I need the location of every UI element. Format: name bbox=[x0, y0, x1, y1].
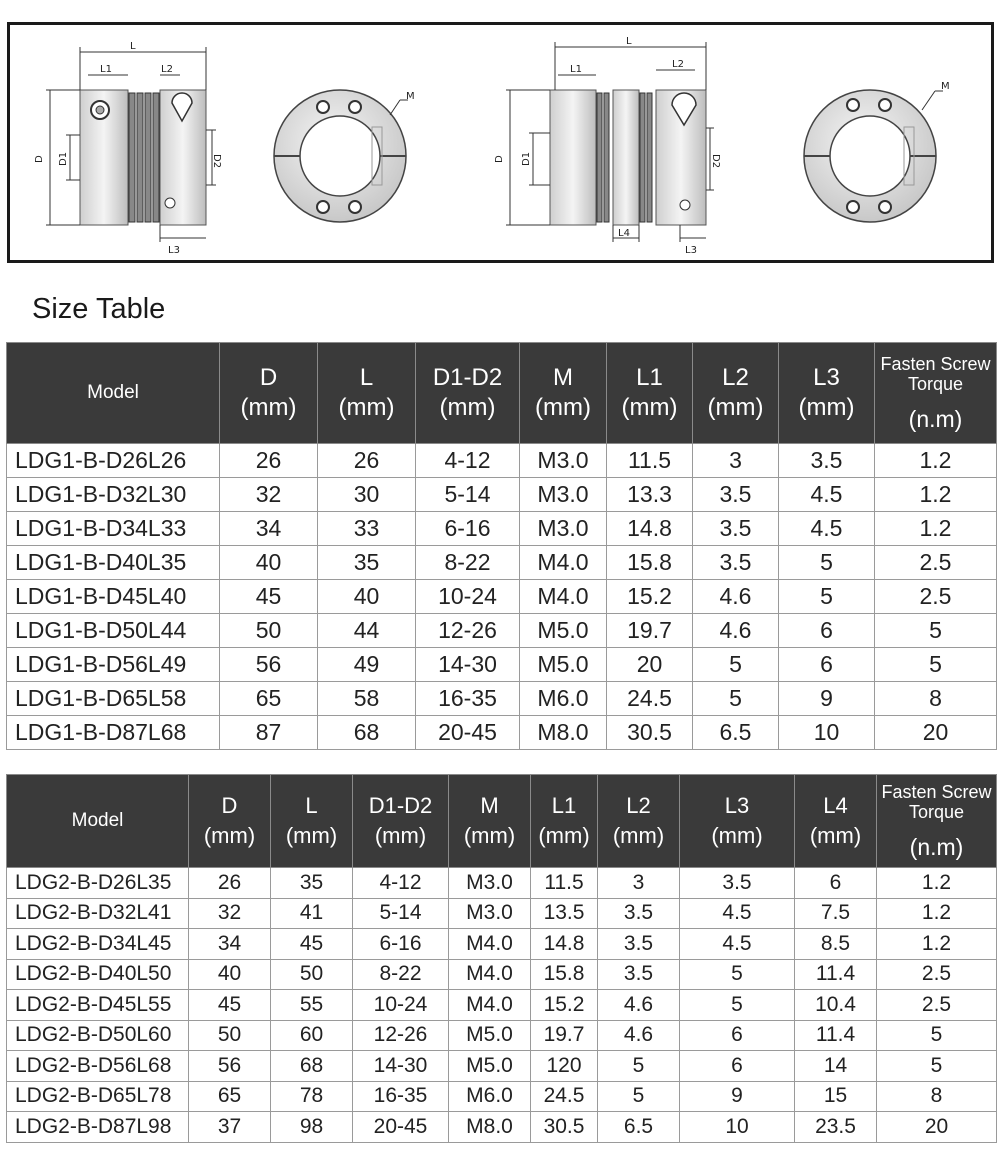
dim-label-L2-2: L2 bbox=[672, 59, 684, 70]
table-cell: 14.8 bbox=[607, 512, 693, 546]
table-row bbox=[7, 1051, 997, 1082]
size-table-title: Size Table bbox=[32, 293, 166, 325]
table-cell: 1.2 bbox=[877, 929, 997, 960]
table-cell: 98 bbox=[271, 1112, 353, 1143]
table-cell: 3.5 bbox=[598, 929, 680, 960]
table-cell: 3.5 bbox=[680, 868, 795, 899]
table-cell: 20 bbox=[875, 716, 997, 750]
cell-model: LDG2-B-D34L45 bbox=[7, 929, 189, 960]
table-row bbox=[7, 614, 997, 648]
table-cell: 4.5 bbox=[779, 478, 875, 512]
header-col: L4 (mm) bbox=[795, 775, 877, 868]
header-col: L3 (mm) bbox=[680, 775, 795, 868]
table-cell: 5 bbox=[693, 682, 779, 716]
table-cell: 45 bbox=[189, 990, 271, 1021]
table-cell: 2.5 bbox=[875, 580, 997, 614]
table-cell: 68 bbox=[271, 1051, 353, 1082]
table-cell: 20 bbox=[877, 1112, 997, 1143]
table-row bbox=[7, 716, 997, 750]
table-cell: M8.0 bbox=[449, 1112, 531, 1143]
table-cell: 5 bbox=[779, 546, 875, 580]
table-cell: 58 bbox=[318, 682, 416, 716]
table-cell: 5 bbox=[598, 1051, 680, 1082]
table-cell: M3.0 bbox=[449, 898, 531, 929]
dim-label-L: L bbox=[130, 41, 136, 52]
table-cell: 13.3 bbox=[607, 478, 693, 512]
dim-label-L1-2: L1 bbox=[570, 64, 582, 75]
table-cell: 15.2 bbox=[531, 990, 598, 1021]
cell-model: LDG2-B-D56L68 bbox=[7, 1051, 189, 1082]
table-row bbox=[7, 512, 997, 546]
table-cell: M6.0 bbox=[449, 1081, 531, 1112]
table-cell: 5 bbox=[779, 580, 875, 614]
dim-label-M-2: M bbox=[941, 81, 950, 92]
table-cell: 14.8 bbox=[531, 929, 598, 960]
table-row bbox=[7, 929, 997, 960]
table-cell: 33 bbox=[318, 512, 416, 546]
cell-model: LDG1-B-D45L40 bbox=[7, 580, 220, 614]
cell-model: LDG1-B-D32L30 bbox=[7, 478, 220, 512]
table-cell: M5.0 bbox=[520, 614, 607, 648]
table-row bbox=[7, 868, 997, 899]
table-cell: 12-26 bbox=[353, 1020, 449, 1051]
table-cell: 34 bbox=[189, 929, 271, 960]
cell-model: LDG2-B-D32L41 bbox=[7, 898, 189, 929]
table-cell: 56 bbox=[189, 1051, 271, 1082]
dim-label-L3-2: L3 bbox=[685, 245, 697, 256]
table-row bbox=[7, 1081, 997, 1112]
table-cell: 1.2 bbox=[877, 868, 997, 899]
header-col: L (mm) bbox=[271, 775, 353, 868]
header-col: D1-D2 (mm) bbox=[416, 343, 520, 444]
dim-label-L4: L4 bbox=[618, 228, 630, 239]
table-row bbox=[7, 546, 997, 580]
table-cell: 5 bbox=[875, 648, 997, 682]
technical-drawing bbox=[7, 22, 994, 263]
table-cell: M5.0 bbox=[520, 648, 607, 682]
table-cell: 9 bbox=[779, 682, 875, 716]
table-cell: 50 bbox=[271, 959, 353, 990]
table-row bbox=[7, 478, 997, 512]
table-cell: 8 bbox=[877, 1081, 997, 1112]
dim-label-D1-2: D1 bbox=[521, 151, 532, 166]
table-cell: 6 bbox=[680, 1020, 795, 1051]
table-cell: M4.0 bbox=[520, 546, 607, 580]
table-row bbox=[7, 990, 997, 1021]
table-cell: 1.2 bbox=[875, 444, 997, 478]
table-cell: 6-16 bbox=[353, 929, 449, 960]
header-model: Model bbox=[7, 343, 220, 444]
dim-label-L3: L3 bbox=[168, 245, 180, 256]
table-cell: 3.5 bbox=[693, 478, 779, 512]
table-cell: 5 bbox=[693, 648, 779, 682]
table-cell: 3 bbox=[598, 868, 680, 899]
size-table-ldg1 bbox=[6, 342, 997, 750]
table-cell: 11.4 bbox=[795, 959, 877, 990]
table-cell: 35 bbox=[318, 546, 416, 580]
cell-model: LDG2-B-D87L98 bbox=[7, 1112, 189, 1143]
table-cell: 120 bbox=[531, 1051, 598, 1082]
table-cell: 3.5 bbox=[598, 898, 680, 929]
table-header-row bbox=[7, 343, 997, 444]
table-cell: 14-30 bbox=[416, 648, 520, 682]
dim-label-M: M bbox=[406, 91, 415, 102]
table-cell: 6 bbox=[779, 614, 875, 648]
dim-label-D1: D1 bbox=[58, 151, 69, 166]
header-col: M (mm) bbox=[449, 775, 531, 868]
table-cell: 45 bbox=[271, 929, 353, 960]
table-cell: 16-35 bbox=[353, 1081, 449, 1112]
table-cell: 44 bbox=[318, 614, 416, 648]
size-table-ldg2 bbox=[6, 774, 997, 1143]
dim-label-D2: D2 bbox=[211, 154, 222, 169]
table-cell: 3.5 bbox=[693, 546, 779, 580]
header-model: Model bbox=[7, 775, 189, 868]
dim-label-L1: L1 bbox=[100, 64, 112, 75]
table-cell: 4.6 bbox=[693, 614, 779, 648]
cell-model: LDG1-B-D40L35 bbox=[7, 546, 220, 580]
table-cell: 6-16 bbox=[416, 512, 520, 546]
header-col: L2 (mm) bbox=[693, 343, 779, 444]
header-col: D (mm) bbox=[189, 775, 271, 868]
table-cell: M6.0 bbox=[520, 682, 607, 716]
header-col: D (mm) bbox=[220, 343, 318, 444]
coupling-2-side-view bbox=[494, 36, 721, 256]
table-cell: 4.5 bbox=[680, 898, 795, 929]
table-cell: 6 bbox=[680, 1051, 795, 1082]
cell-model: LDG1-B-D34L33 bbox=[7, 512, 220, 546]
table-cell: M3.0 bbox=[520, 478, 607, 512]
table-cell: 65 bbox=[189, 1081, 271, 1112]
cell-model: LDG2-B-D26L35 bbox=[7, 868, 189, 899]
table-cell: 26 bbox=[318, 444, 416, 478]
cell-model: LDG1-B-D50L44 bbox=[7, 614, 220, 648]
table-cell: 37 bbox=[189, 1112, 271, 1143]
dim-label-D: D bbox=[34, 155, 45, 163]
table-cell: 19.7 bbox=[607, 614, 693, 648]
table-row bbox=[7, 1020, 997, 1051]
table-cell: 2.5 bbox=[875, 546, 997, 580]
table-cell: 15.8 bbox=[607, 546, 693, 580]
table-cell: M8.0 bbox=[520, 716, 607, 750]
table-cell: 1.2 bbox=[875, 512, 997, 546]
table-cell: 4.6 bbox=[598, 990, 680, 1021]
table-cell: 4.6 bbox=[693, 580, 779, 614]
table-cell: 4.6 bbox=[598, 1020, 680, 1051]
table-cell: 87 bbox=[220, 716, 318, 750]
table-cell: 6 bbox=[795, 868, 877, 899]
table-row bbox=[7, 682, 997, 716]
table-cell: 5 bbox=[877, 1051, 997, 1082]
table-cell: 5 bbox=[598, 1081, 680, 1112]
table-cell: M4.0 bbox=[449, 990, 531, 1021]
table-cell: 5-14 bbox=[416, 478, 520, 512]
table-cell: 4-12 bbox=[416, 444, 520, 478]
table-cell: 2.5 bbox=[877, 990, 997, 1021]
cell-model: LDG2-B-D65L78 bbox=[7, 1081, 189, 1112]
table-cell: 5 bbox=[680, 959, 795, 990]
table-cell: 11.4 bbox=[795, 1020, 877, 1051]
table-cell: 5 bbox=[680, 990, 795, 1021]
table-cell: 2.5 bbox=[877, 959, 997, 990]
table-cell: 6.5 bbox=[598, 1112, 680, 1143]
dim-label-L2: L2 bbox=[161, 64, 173, 75]
table-cell: 15 bbox=[795, 1081, 877, 1112]
table-cell: 14 bbox=[795, 1051, 877, 1082]
table-cell: 35 bbox=[271, 868, 353, 899]
table-cell: 16-35 bbox=[416, 682, 520, 716]
header-fasten-torque: Fasten Screw Torque (n.m) bbox=[877, 775, 997, 868]
table-cell: 45 bbox=[220, 580, 318, 614]
cell-model: LDG2-B-D45L55 bbox=[7, 990, 189, 1021]
table-cell: 20 bbox=[607, 648, 693, 682]
table-cell: 41 bbox=[271, 898, 353, 929]
table-cell: 10.4 bbox=[795, 990, 877, 1021]
header-col: L1 (mm) bbox=[531, 775, 598, 868]
table-cell: 3 bbox=[693, 444, 779, 478]
table-cell: 32 bbox=[220, 478, 318, 512]
table-cell: 14-30 bbox=[353, 1051, 449, 1082]
dim-label-D2-2: D2 bbox=[710, 154, 721, 169]
table-cell: 19.7 bbox=[531, 1020, 598, 1051]
table-cell: 11.5 bbox=[531, 868, 598, 899]
table-cell: 1.2 bbox=[875, 478, 997, 512]
header-col: M (mm) bbox=[520, 343, 607, 444]
table-cell: 9 bbox=[680, 1081, 795, 1112]
table-cell: 32 bbox=[189, 898, 271, 929]
table-cell: 55 bbox=[271, 990, 353, 1021]
table-cell: 60 bbox=[271, 1020, 353, 1051]
table-cell: 56 bbox=[220, 648, 318, 682]
cell-model: LDG1-B-D65L58 bbox=[7, 682, 220, 716]
table-cell: M4.0 bbox=[449, 929, 531, 960]
table-cell: M4.0 bbox=[449, 959, 531, 990]
dim-label-D-2: D bbox=[494, 155, 505, 163]
table-cell: 26 bbox=[220, 444, 318, 478]
header-col: L2 (mm) bbox=[598, 775, 680, 868]
table-cell: 23.5 bbox=[795, 1112, 877, 1143]
dim-label-L-2: L bbox=[626, 36, 632, 47]
table-row bbox=[7, 444, 997, 478]
table-cell: 8 bbox=[875, 682, 997, 716]
table-cell: 8-22 bbox=[353, 959, 449, 990]
table-cell: M3.0 bbox=[449, 868, 531, 899]
table-cell: 3.5 bbox=[693, 512, 779, 546]
table-cell: 15.8 bbox=[531, 959, 598, 990]
table-cell: 5 bbox=[875, 614, 997, 648]
cell-model: LDG1-B-D87L68 bbox=[7, 716, 220, 750]
table-cell: 4-12 bbox=[353, 868, 449, 899]
table-cell: 15.2 bbox=[607, 580, 693, 614]
header-col: L (mm) bbox=[318, 343, 416, 444]
cell-model: LDG1-B-D26L26 bbox=[7, 444, 220, 478]
table-cell: 4.5 bbox=[779, 512, 875, 546]
coupling-2-front-view bbox=[804, 81, 950, 222]
table-cell: M5.0 bbox=[449, 1051, 531, 1082]
table-cell: 20-45 bbox=[353, 1112, 449, 1143]
table-cell: 10 bbox=[779, 716, 875, 750]
table-cell: M3.0 bbox=[520, 444, 607, 478]
table-cell: M4.0 bbox=[520, 580, 607, 614]
table-cell: 1.2 bbox=[877, 898, 997, 929]
table-cell: 30.5 bbox=[607, 716, 693, 750]
table-cell: 50 bbox=[189, 1020, 271, 1051]
cell-model: LDG2-B-D40L50 bbox=[7, 959, 189, 990]
cell-model: LDG1-B-D56L49 bbox=[7, 648, 220, 682]
coupling-1-side-view bbox=[34, 41, 222, 256]
coupling-1-front-view bbox=[274, 90, 415, 222]
table-cell: 11.5 bbox=[607, 444, 693, 478]
cell-model: LDG2-B-D50L60 bbox=[7, 1020, 189, 1051]
table-cell: 24.5 bbox=[607, 682, 693, 716]
table-cell: 40 bbox=[318, 580, 416, 614]
table-cell: 10 bbox=[680, 1112, 795, 1143]
table-cell: M3.0 bbox=[520, 512, 607, 546]
table-row bbox=[7, 898, 997, 929]
table-row bbox=[7, 580, 997, 614]
table-row bbox=[7, 959, 997, 990]
table-cell: 10-24 bbox=[353, 990, 449, 1021]
table-cell: 68 bbox=[318, 716, 416, 750]
table-cell: 6.5 bbox=[693, 716, 779, 750]
table-cell: 7.5 bbox=[795, 898, 877, 929]
header-fasten-torque: Fasten Screw Torque (n.m) bbox=[875, 343, 997, 444]
table-cell: 24.5 bbox=[531, 1081, 598, 1112]
table-cell: 40 bbox=[189, 959, 271, 990]
table-cell: 8.5 bbox=[795, 929, 877, 960]
table-cell: 4.5 bbox=[680, 929, 795, 960]
table-header-row bbox=[7, 775, 997, 868]
table-cell: 65 bbox=[220, 682, 318, 716]
table-cell: 12-26 bbox=[416, 614, 520, 648]
table-cell: 30.5 bbox=[531, 1112, 598, 1143]
table-cell: 78 bbox=[271, 1081, 353, 1112]
table-cell: 49 bbox=[318, 648, 416, 682]
table-cell: 10-24 bbox=[416, 580, 520, 614]
table-row bbox=[7, 648, 997, 682]
header-col: L1 (mm) bbox=[607, 343, 693, 444]
table-cell: 5 bbox=[877, 1020, 997, 1051]
table-cell: 13.5 bbox=[531, 898, 598, 929]
table-row bbox=[7, 1112, 997, 1143]
header-col: D1-D2 (mm) bbox=[353, 775, 449, 868]
table-cell: M5.0 bbox=[449, 1020, 531, 1051]
header-col: L3 (mm) bbox=[779, 343, 875, 444]
table-cell: 34 bbox=[220, 512, 318, 546]
table-cell: 30 bbox=[318, 478, 416, 512]
table-cell: 3.5 bbox=[779, 444, 875, 478]
table-cell: 40 bbox=[220, 546, 318, 580]
table-cell: 20-45 bbox=[416, 716, 520, 750]
table-cell: 8-22 bbox=[416, 546, 520, 580]
table-cell: 50 bbox=[220, 614, 318, 648]
table-cell: 26 bbox=[189, 868, 271, 899]
table-cell: 3.5 bbox=[598, 959, 680, 990]
table-cell: 6 bbox=[779, 648, 875, 682]
table-cell: 5-14 bbox=[353, 898, 449, 929]
